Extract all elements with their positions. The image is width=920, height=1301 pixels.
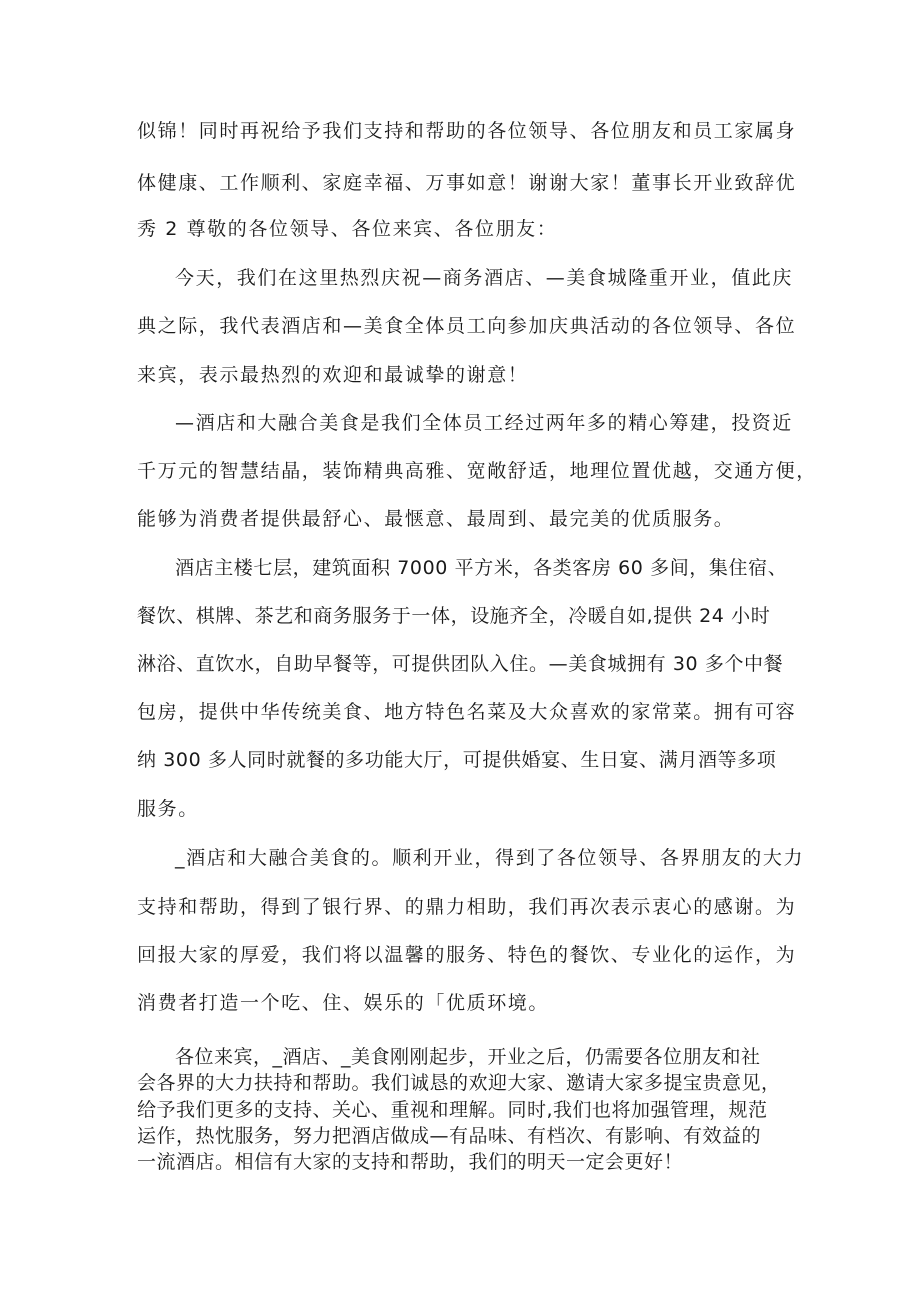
text-line: 典之际，我代表酒店和—美食全体员工向参加庆典活动的各位领导、各位 (137, 315, 797, 337)
text-line: 千万元的智慧结晶，装饰精典高雅、宽敞舒适，地理位置优越，交通方便， (137, 460, 817, 482)
text-line: 能够为消费者提供最舒心、最惬意、最周到、最完美的优质服务。 (137, 508, 735, 530)
text-line: 各位来宾，_酒店、_美食刚刚起步，开业之后，仍需要各位朋友和社 (175, 1046, 761, 1068)
text-line: _酒店和大融合美食的。顺利开业，得到了各位领导、各界朋友的大力 (175, 847, 805, 869)
text-line: 体健康、工作顺利、家庭幸福、万事如意！谢谢大家！董事长开业致辞优 (137, 172, 797, 194)
text-line: 餐饮、棋牌、茶艺和商务服务于一体，设施齐全，冷暖自如,提供 24 小时 (137, 605, 771, 627)
text-line: 给予我们更多的支持、关心、重视和理解。同时,我们也将加强管理，规范 (137, 1099, 768, 1121)
text-line: 纳 300 多人同时就餐的多功能大厅，可提供婚宴、生日宴、满月酒等多项 (137, 749, 777, 771)
text-line: 似锦！同时再祝给予我们支持和帮助的各位领导、各位朋友和员工家属身 (137, 120, 797, 142)
text-line: 来宾，表示最热烈的欢迎和最诚挚的谢意！ (137, 364, 529, 386)
text-line: 服务。 (137, 798, 199, 820)
text-line: 包房，提供中华传统美食、地方特色名菜及大众喜欢的家常菜。拥有可容 (137, 701, 797, 723)
text-line: 酒店主楼七层，建筑面积 7000 平方米，各类客房 60 多间，集住宿、 (175, 557, 788, 579)
text-line: 回报大家的厚爱，我们将以温馨的服务、特色的餐饮、专业化的运作，为 (137, 944, 797, 966)
text-line: 淋浴、直饮水，自助早餐等，可提供团队入住。—美食城拥有 30 多个中餐 (137, 653, 784, 675)
text-line: 运作，热忱服务，努力把酒店做成—有品味、有档次、有影响、有效益的 (137, 1125, 762, 1147)
text-line: 会各界的大力扶持和帮助。我们诚恳的欢迎大家、邀请大家多提宝贵意见， (137, 1072, 781, 1094)
text-line: 支持和帮助，得到了银行界、的鼎力相助，我们再次表示衷心的感谢。为 (137, 896, 797, 918)
text-line: 一流酒店。相信有大家的支持和帮助，我们的明天一定会更好！ (137, 1151, 684, 1173)
text-line: 消费者打造一个吃、住、娱乐的「优质环境。 (137, 992, 550, 1014)
text-line: 今天，我们在这里热烈庆祝—商务酒店、—美食城隆重开业，值此庆 (175, 267, 794, 289)
text-line: —酒店和大融合美食是我们全体员工经过两年多的精心筹建，投资近 (175, 412, 794, 434)
text-line: 秀 2 尊敬的各位领导、各位来宾、各位朋友： (137, 218, 558, 240)
